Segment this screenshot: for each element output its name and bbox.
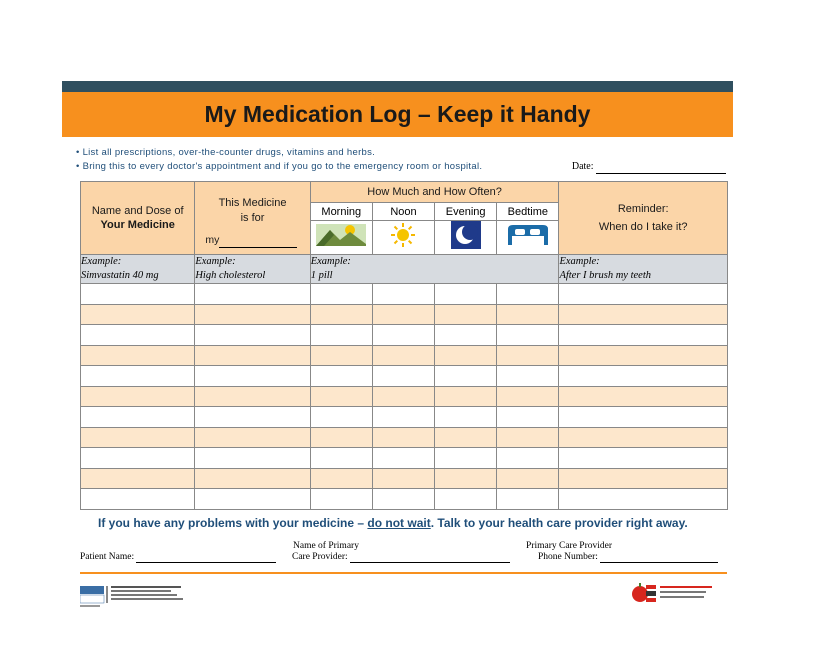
table-cell[interactable] [497, 284, 559, 305]
table-cell[interactable] [195, 284, 310, 305]
table-row [81, 386, 728, 407]
table-cell[interactable] [435, 366, 497, 387]
table-cell[interactable] [81, 448, 195, 469]
example-label: Example: [310, 256, 351, 267]
instruction-1: • List all prescriptions, over-the-counter drugs, vitamins and herbs. [76, 147, 376, 158]
table-cell[interactable] [81, 489, 195, 510]
table-cell[interactable] [435, 284, 497, 305]
table-cell[interactable] [310, 468, 372, 489]
table-cell[interactable] [497, 489, 559, 510]
table-cell[interactable] [559, 304, 728, 325]
example-how-value: 1 pill [310, 270, 333, 281]
warning-message [98, 516, 688, 530]
provider-phone-line[interactable] [600, 553, 718, 563]
slot-morning: Morning [310, 203, 372, 221]
table-row [81, 366, 728, 387]
table-cell[interactable] [559, 284, 728, 305]
primary-provider-line[interactable] [350, 553, 510, 563]
table-cell[interactable] [372, 489, 434, 510]
table-cell[interactable] [195, 448, 310, 469]
phone-label-1: Primary Care Provider [526, 541, 613, 551]
table-cell[interactable] [435, 325, 497, 346]
table-cell[interactable] [435, 489, 497, 510]
nyc-health-department-logo [80, 582, 190, 610]
table-cell[interactable] [372, 284, 434, 305]
table-cell[interactable] [559, 407, 728, 428]
table-cell[interactable] [435, 386, 497, 407]
table-row [81, 468, 728, 489]
warning-after: . Talk to your health care provider right away. [430, 516, 688, 530]
table-cell[interactable] [559, 366, 728, 387]
table-cell[interactable] [372, 407, 434, 428]
table-cell[interactable] [195, 345, 310, 366]
example-name [81, 255, 195, 284]
table-cell[interactable] [497, 304, 559, 325]
table-cell[interactable] [497, 407, 559, 428]
table-cell[interactable] [81, 468, 195, 489]
table-cell[interactable] [435, 407, 497, 428]
reminder-header [559, 182, 728, 255]
phone-label-2: Phone Number: [538, 552, 598, 562]
table-cell[interactable] [81, 386, 195, 407]
table-row [81, 345, 728, 366]
table-cell[interactable] [497, 468, 559, 489]
table-cell[interactable] [81, 345, 195, 366]
table-cell[interactable] [81, 284, 195, 305]
example-how [310, 255, 559, 284]
table-cell[interactable] [497, 345, 559, 366]
table-cell[interactable] [310, 366, 372, 387]
example-name-value: Simvastatin 40 mg [81, 270, 159, 281]
example-label: Example: [195, 256, 236, 267]
patient-name-line[interactable] [136, 553, 276, 563]
date-label: Date: [571, 161, 594, 172]
table-cell[interactable] [435, 427, 497, 448]
medication-table [80, 181, 728, 510]
my-line [219, 238, 297, 248]
table-cell[interactable] [559, 325, 728, 346]
table-cell[interactable] [81, 304, 195, 325]
medicine-for-header [195, 182, 310, 255]
how-much-header: How Much and How Often? [310, 182, 559, 203]
primary-provider-label-1: Name of Primary [293, 541, 359, 551]
title-bar [62, 92, 733, 137]
table-cell[interactable] [195, 468, 310, 489]
table-cell[interactable] [559, 468, 728, 489]
bed-icon [497, 221, 559, 255]
name-header-line1: Name and Dose of [91, 205, 184, 217]
table-cell[interactable] [497, 386, 559, 407]
slot-bedtime: Bedtime [497, 203, 559, 221]
table-cell[interactable] [497, 366, 559, 387]
table-row [81, 448, 728, 469]
table-row [81, 304, 728, 325]
example-for-value: High cholesterol [195, 270, 266, 281]
table-cell[interactable] [497, 427, 559, 448]
table-cell[interactable] [310, 304, 372, 325]
example-label: Example: [559, 256, 600, 267]
table-cell[interactable] [435, 468, 497, 489]
table-cell[interactable] [497, 448, 559, 469]
table-row [81, 407, 728, 428]
example-label: Example: [81, 256, 122, 267]
for-header-line2: is for [240, 212, 265, 224]
patient-name-label: Patient Name: [80, 552, 135, 562]
table-cell[interactable] [195, 386, 310, 407]
table-cell[interactable] [559, 489, 728, 510]
table-cell[interactable] [195, 304, 310, 325]
footer-rule [80, 572, 727, 574]
table-cell[interactable] [81, 407, 195, 428]
table-cell[interactable] [310, 284, 372, 305]
table-cell[interactable] [372, 366, 434, 387]
table-row [81, 489, 728, 510]
table-cell[interactable] [372, 468, 434, 489]
name-header-line2: Your Medicine [100, 219, 175, 231]
date-field[interactable] [572, 160, 726, 174]
table-cell[interactable] [372, 325, 434, 346]
table-cell[interactable] [310, 427, 372, 448]
table-cell[interactable] [310, 407, 372, 428]
table-row [81, 325, 728, 346]
date-line[interactable] [596, 164, 726, 174]
table-cell[interactable] [372, 427, 434, 448]
reminder-line2: When do I take it? [598, 221, 688, 233]
table-cell[interactable] [435, 304, 497, 325]
warning-before: If you have any problems with your medicine – [98, 516, 368, 530]
page-title: My Medication Log – Keep it Handy [204, 101, 591, 127]
table-cell[interactable] [310, 448, 372, 469]
blank-rows [81, 284, 728, 510]
table-cell[interactable] [81, 366, 195, 387]
table-cell[interactable] [559, 345, 728, 366]
primary-provider-label-2: Care Provider: [292, 552, 348, 562]
example-for [195, 255, 310, 284]
warning-underlined: do not wait [367, 516, 431, 530]
example-reminder [559, 255, 728, 284]
sun-icon [372, 221, 434, 255]
mountain-sunrise-icon [310, 221, 372, 255]
take-care-new-york-logo [632, 580, 727, 608]
table-cell[interactable] [81, 427, 195, 448]
table-cell[interactable] [372, 345, 434, 366]
table-cell[interactable] [559, 386, 728, 407]
example-reminder-value: After I brush my teeth [559, 270, 651, 281]
table-cell[interactable] [435, 345, 497, 366]
table-cell[interactable] [497, 325, 559, 346]
reminder-line1: Reminder: [617, 203, 669, 215]
my-label: my [205, 234, 220, 246]
table-cell[interactable] [372, 304, 434, 325]
table-cell[interactable] [372, 448, 434, 469]
table-cell[interactable] [372, 386, 434, 407]
table-cell[interactable] [559, 427, 728, 448]
table-cell[interactable] [195, 325, 310, 346]
table-cell[interactable] [559, 448, 728, 469]
table-cell[interactable] [195, 366, 310, 387]
table-cell[interactable] [310, 345, 372, 366]
primary-provider-field[interactable] [292, 541, 510, 563]
top-bar [62, 81, 733, 92]
table-cell[interactable] [435, 448, 497, 469]
slot-noon: Noon [372, 203, 434, 221]
patient-name-field[interactable] [80, 552, 276, 563]
table-cell[interactable] [81, 325, 195, 346]
instructions [62, 146, 733, 174]
for-header-line1: This Medicine [218, 197, 287, 209]
log-page [62, 81, 733, 174]
for-header-my[interactable] [205, 233, 297, 248]
table-cell[interactable] [195, 407, 310, 428]
table-row [81, 427, 728, 448]
moon-icon [435, 221, 497, 255]
instruction-2: • Bring this to every doctor's appointment and if you go to the emergency room or hospital. [76, 161, 483, 172]
slot-evening: Evening [435, 203, 497, 221]
table-cell[interactable] [310, 489, 372, 510]
table-cell[interactable] [195, 427, 310, 448]
table-cell[interactable] [310, 325, 372, 346]
table-row [81, 284, 728, 305]
table-cell[interactable] [195, 489, 310, 510]
provider-phone-field[interactable] [526, 541, 718, 563]
name-dose-header [81, 182, 195, 255]
table-cell[interactable] [310, 386, 372, 407]
example-row [81, 255, 728, 284]
